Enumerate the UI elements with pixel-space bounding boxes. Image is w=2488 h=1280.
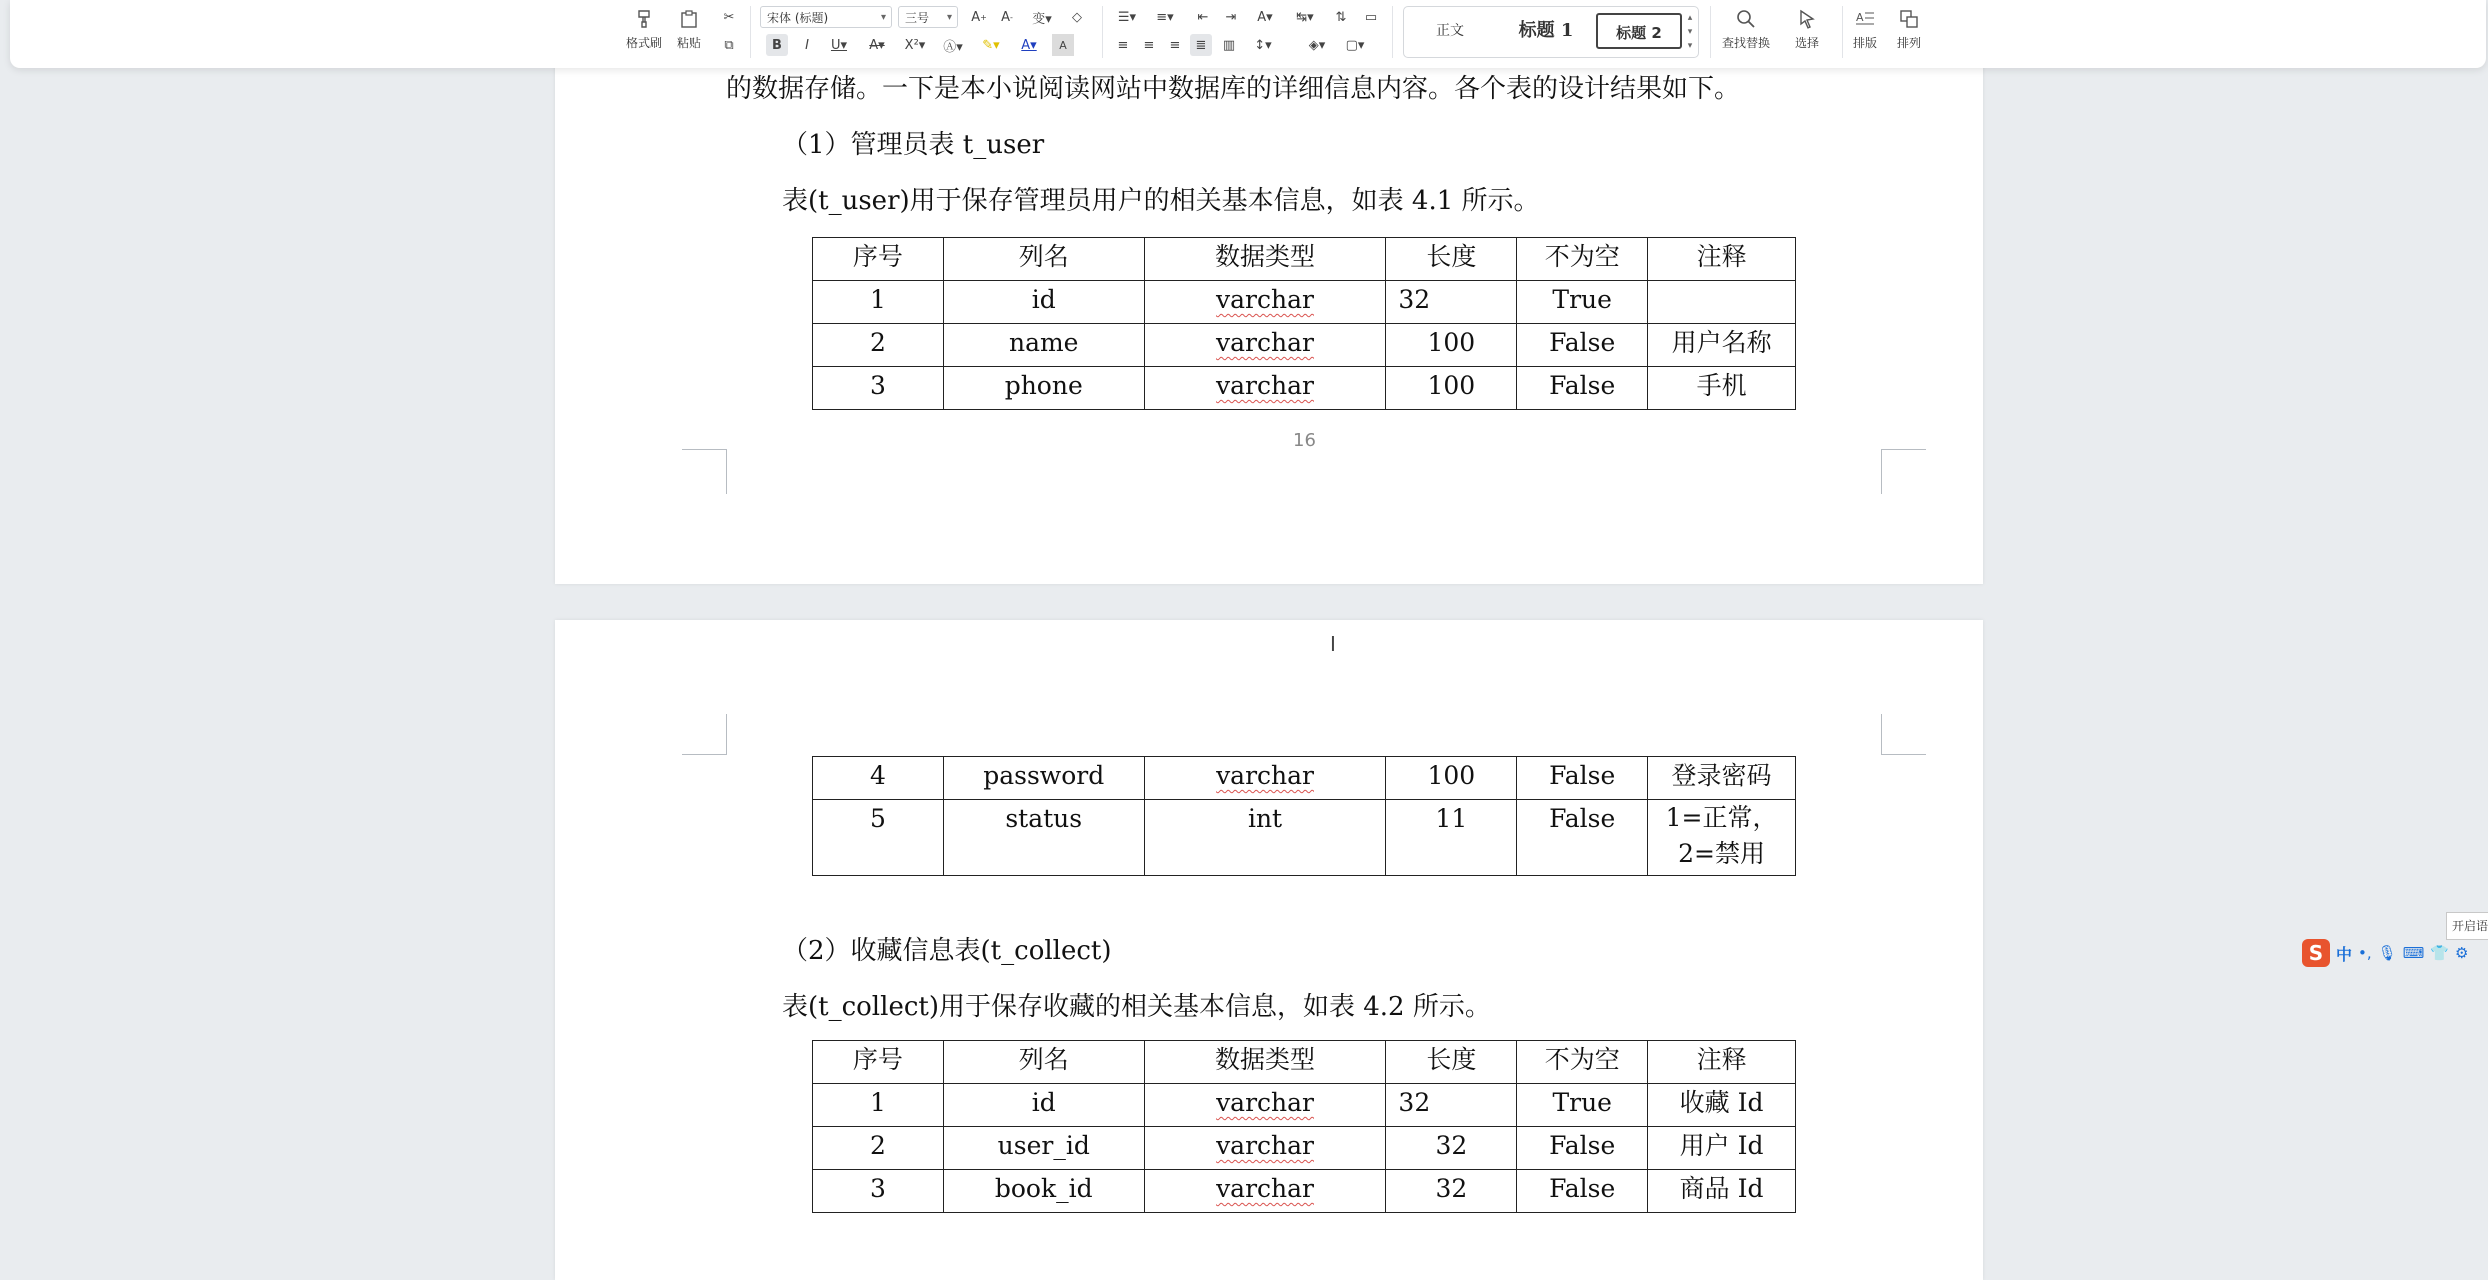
header-cell: 不为空: [1517, 238, 1648, 281]
style-normal[interactable]: 正文: [1436, 23, 1464, 39]
table-row: [813, 281, 1796, 324]
table-cell: id: [943, 1084, 1144, 1127]
table-cell: 32: [1386, 1127, 1517, 1170]
table-row: [813, 1084, 1796, 1127]
font-color-icon[interactable]: A▾: [1021, 37, 1037, 53]
table-cell: 手机: [1648, 367, 1796, 410]
char-shading-icon[interactable]: A: [1052, 34, 1074, 56]
copy-icon[interactable]: ⧉: [724, 37, 734, 53]
table-cell: phone: [943, 367, 1144, 410]
styles-scroll-icon[interactable]: ▴ ▾ ▾: [1687, 13, 1693, 51]
arrange-icon: [1894, 6, 1924, 32]
header-cell: 长度: [1386, 238, 1517, 281]
separator: [1842, 6, 1843, 58]
header-cell: 长度: [1386, 1041, 1517, 1084]
user-table-description: 表(t_user)用于保存管理员用户的相关基本信息，如表 4.1 所示。: [782, 186, 1540, 216]
table-cell: [1144, 324, 1386, 367]
line-break-icon[interactable]: ↹▾: [1296, 9, 1314, 25]
chevron-down-icon: ▾: [946, 12, 952, 23]
table-cell: 3: [813, 367, 944, 410]
select-button[interactable]: 选择: [1792, 6, 1822, 51]
table-cell: [1144, 757, 1386, 800]
intro-paragraph: 的数据存储。一下是本小说阅读网站中数据库的详细信息内容。各个表的设计结果如下。: [726, 74, 1741, 104]
table-cell: False: [1517, 757, 1648, 800]
spellcheck-text: varchar: [1216, 761, 1314, 790]
crop-mark: [682, 449, 727, 494]
table-cell: [1144, 1127, 1386, 1170]
punctuation-icon[interactable]: •,: [2358, 944, 2372, 962]
align-center-icon[interactable]: ≡: [1143, 37, 1155, 53]
table-cell: [1648, 281, 1796, 324]
ribbon-toolbar: [10, 0, 2486, 68]
table-cell: [1144, 281, 1386, 324]
table-cell: [1144, 1084, 1386, 1127]
ime-language-toggle[interactable]: 中: [2336, 944, 2353, 964]
bullet-list-icon[interactable]: ☰▾: [1117, 9, 1137, 25]
heading-collect-table: （2）收藏信息表(t_collect): [782, 936, 1112, 966]
show-marks-icon[interactable]: ▭: [1364, 9, 1378, 25]
document-page-16: [555, 0, 1983, 584]
heading-user-table: （1）管理员表 t_user: [782, 130, 1045, 160]
separator: [1392, 6, 1393, 58]
decrease-font-icon[interactable]: A -: [1001, 9, 1013, 25]
strikethrough-icon[interactable]: A▾: [869, 37, 885, 53]
table-cell: 收藏 Id: [1648, 1084, 1796, 1127]
table-cell: False: [1517, 1170, 1648, 1213]
table-cell: False: [1517, 800, 1648, 876]
header-cell: 序号: [813, 238, 944, 281]
clear-format-icon[interactable]: ◇: [1072, 9, 1082, 25]
table-cell: 32: [1386, 1170, 1517, 1213]
table-cell: 32: [1386, 281, 1517, 324]
line-spacing-icon[interactable]: ↕▾: [1254, 37, 1272, 53]
table-cell: user_id: [943, 1127, 1144, 1170]
table-row: [813, 1170, 1796, 1213]
text-direction-icon[interactable]: A▾: [1257, 9, 1273, 25]
crop-mark: [682, 714, 727, 755]
separator: [1102, 6, 1103, 58]
user-table-part2: [812, 756, 1796, 876]
shading-icon[interactable]: ◈▾: [1308, 37, 1326, 53]
table-cell: [1144, 1170, 1386, 1213]
table-cell: 2: [813, 1127, 944, 1170]
table-cell: 11: [1386, 800, 1517, 876]
format-painter-button[interactable]: 格式刷: [626, 6, 662, 51]
separator: [750, 6, 751, 58]
underline-icon[interactable]: U▾: [830, 37, 848, 53]
table-cell: int: [1144, 800, 1386, 876]
table-cell: False: [1517, 1127, 1648, 1170]
table-row: [813, 367, 1796, 410]
header-cell: 数据类型: [1144, 238, 1386, 281]
table-header-row: [813, 1041, 1796, 1084]
sogou-logo-icon[interactable]: S: [2302, 939, 2330, 967]
font-name-select[interactable]: 宋体 (标题) ▾: [760, 6, 892, 28]
table-header-row: [813, 238, 1796, 281]
increase-font-icon[interactable]: A +: [971, 9, 987, 25]
table-cell: 100: [1386, 367, 1517, 410]
note-line: 2=禁用: [1678, 839, 1765, 868]
header-cell: 注释: [1648, 238, 1796, 281]
align-right-icon[interactable]: ≡: [1169, 37, 1181, 53]
header-cell: 数据类型: [1144, 1041, 1386, 1084]
spellcheck-text: varchar: [1216, 328, 1314, 357]
crop-mark: [1881, 449, 1926, 494]
arrange-button[interactable]: 排列: [1894, 6, 1924, 51]
table-cell: name: [943, 324, 1144, 367]
phonetic-guide-icon[interactable]: 变▾: [1032, 11, 1052, 27]
table-cell: password: [943, 757, 1144, 800]
search-icon: [1731, 6, 1761, 32]
table-row: [813, 757, 1796, 800]
style-heading-2[interactable]: 标题 2: [1596, 13, 1682, 49]
text-cursor-icon: I: [1330, 632, 1336, 656]
header-cell: 注释: [1648, 1041, 1796, 1084]
header-cell: 列名: [943, 238, 1144, 281]
spellcheck-text: varchar: [1216, 285, 1314, 314]
header-cell: 列名: [943, 1041, 1144, 1084]
find-replace-button[interactable]: 查找替换: [1722, 6, 1770, 51]
table-cell: 登录密码: [1648, 757, 1796, 800]
cut-icon[interactable]: ✂: [723, 9, 735, 25]
table-cell: False: [1517, 324, 1648, 367]
table-cell: 100: [1386, 324, 1517, 367]
clipboard-icon: [674, 6, 704, 32]
decrease-indent-icon[interactable]: ⇤: [1197, 9, 1209, 25]
superscript-icon[interactable]: X²▾: [904, 37, 926, 53]
table-cell: status: [943, 800, 1144, 876]
table-cell: 商品 Id: [1648, 1170, 1796, 1213]
spellcheck-text: varchar: [1216, 1131, 1314, 1160]
text-effect-icon[interactable]: Ⓐ▾: [943, 39, 963, 55]
table-cell: id: [943, 281, 1144, 324]
table-cell: 4: [813, 757, 944, 800]
table-cell: book_id: [943, 1170, 1144, 1213]
table-row: [813, 800, 1796, 876]
table-row: [813, 1127, 1796, 1170]
microphone-icon[interactable]: 🎙: [2377, 944, 2397, 962]
table-cell: True: [1517, 1084, 1648, 1127]
font-size-select[interactable]: 三号 ▾: [898, 6, 958, 28]
table-cell: 用户名称: [1648, 324, 1796, 367]
numbered-list-icon[interactable]: ≡▾: [1156, 9, 1174, 25]
chevron-down-icon: ▾: [880, 12, 886, 23]
page-number: 16: [1293, 430, 1316, 451]
styles-gallery: [1403, 6, 1699, 58]
bold-icon[interactable]: B: [766, 34, 788, 56]
layout-icon: [1850, 6, 1880, 32]
distribute-icon[interactable]: ▥: [1222, 37, 1236, 53]
collect-table-description: 表(t_collect)用于保存收藏的相关基本信息，如表 4.2 所示。: [782, 992, 1491, 1022]
crop-mark: [1881, 714, 1926, 755]
table-cell: 用户 Id: [1648, 1127, 1796, 1170]
table-cell: 1: [813, 1084, 944, 1127]
italic-icon[interactable]: I: [805, 37, 809, 53]
toolbox-icon[interactable]: ⚙: [2455, 944, 2469, 962]
ime-toolbar[interactable]: [2302, 938, 2468, 968]
table-cell: [1648, 800, 1796, 876]
table-cell: 5: [813, 800, 944, 876]
table-cell: 3: [813, 1170, 944, 1213]
justify-icon[interactable]: ≣: [1190, 34, 1212, 56]
spellcheck-text: varchar: [1216, 371, 1314, 400]
spellcheck-text: varchar: [1216, 1088, 1314, 1117]
header-cell: 序号: [813, 1041, 944, 1084]
table-cell: 32: [1386, 1084, 1517, 1127]
table-cell: 1: [813, 281, 944, 324]
table-row: [813, 324, 1796, 367]
header-cell: 不为空: [1517, 1041, 1648, 1084]
skin-icon[interactable]: 👕: [2430, 944, 2450, 962]
table-cell: True: [1517, 281, 1648, 324]
highlight-icon[interactable]: ✎▾: [982, 37, 1000, 53]
ime-tooltip: 开启语: [2446, 912, 2488, 940]
table-cell: [1144, 367, 1386, 410]
table-cell: 2: [813, 324, 944, 367]
collect-table: [812, 1040, 1796, 1213]
svg-text:A: A: [1856, 11, 1864, 24]
spellcheck-text: varchar: [1216, 1174, 1314, 1203]
user-table-part1: [812, 237, 1796, 410]
style-heading-1[interactable]: 标题 1: [1518, 20, 1574, 41]
document-page-17: [555, 620, 1983, 1280]
align-left-icon[interactable]: ≡: [1117, 37, 1129, 53]
table-cell: 100: [1386, 757, 1517, 800]
note-line: 1=正常，: [1665, 803, 1778, 832]
borders-icon[interactable]: ▢▾: [1345, 37, 1365, 53]
layout-button[interactable]: A 排版: [1850, 6, 1880, 51]
increase-indent-icon[interactable]: ⇥: [1225, 9, 1237, 25]
brush-icon: [629, 6, 659, 32]
separator: [1710, 6, 1711, 58]
paste-button[interactable]: 粘贴: [674, 6, 704, 51]
keyboard-icon[interactable]: ⌨: [2402, 944, 2425, 962]
cursor-arrow-icon: [1792, 6, 1822, 32]
table-cell: False: [1517, 367, 1648, 410]
sort-icon[interactable]: ⇅: [1335, 9, 1347, 25]
